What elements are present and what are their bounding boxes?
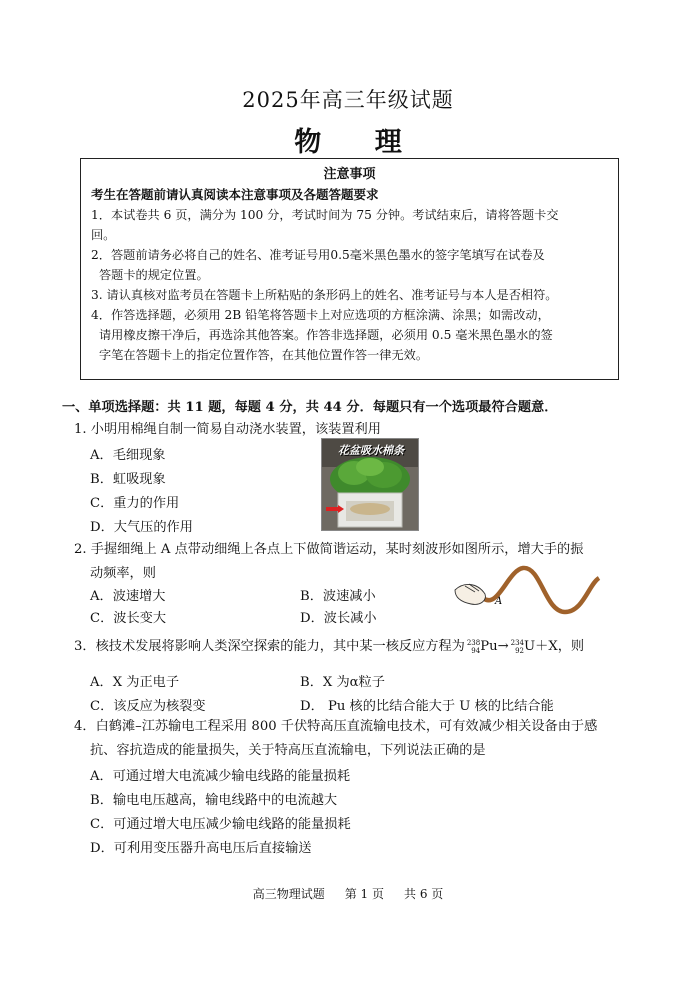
footer-total: 共 6 页 [404, 887, 444, 901]
q2-option-b[interactable]: B．波速减小 [300, 589, 376, 604]
u-isotope-numbers: 234 92 [510, 638, 525, 655]
u-symbol: U [524, 639, 536, 654]
photo-caption: 花盆吸水棉条 [338, 444, 404, 457]
question-3-stem: 3．核技术发展将影响人类深空探索的能力，其中某一核反应方程为 238 94Pu→ 234 92U＋X，则 [74, 638, 585, 655]
q1-option-c[interactable]: C．重力的作用 [90, 496, 180, 511]
q4-option-d[interactable]: D．可利用变压器升高电压后直接输送 [90, 841, 312, 856]
q4-option-c[interactable]: C．可通过增大电压减少输电线路的能量损耗 [90, 817, 351, 832]
pu-symbol: Pu [480, 639, 498, 654]
q3-option-c[interactable]: C．该反应为核裂变 [90, 699, 206, 714]
notice-item-2: 2．答题前请务必将自己的姓名、准考证号用0.5毫米黑色墨水的签字笔填写在试卷及 答题卡的规定位置。 [91, 248, 545, 282]
page-footer [0, 885, 696, 902]
subject-title: 物 理 [294, 127, 424, 158]
notice-box [80, 158, 619, 380]
footer-name: 高三物理试题 [252, 887, 325, 901]
section-heading: 一、单项选择题：共 11 题，每题 4 分，共 44 分．每题只有一个选项最符合题意． [62, 400, 558, 415]
question-4-stem-1: 4．白鹤滩–江苏输电工程采用 800 千伏特高压直流输电技术，可有效减少相关设备由于感 [74, 719, 598, 734]
q1-option-a[interactable]: A．毛细现象 [90, 448, 166, 463]
q2-option-a[interactable]: A．波速增大 [90, 589, 166, 604]
notice-requirement: 考生在答题前请认真阅读本注意事项及各题答题要求 [91, 187, 379, 202]
watering-device-photo [321, 438, 419, 531]
notice-item-3: 3. 请认真核对监考员在答题卡上所粘贴的条形码上的姓名、准考证号与本人是否相符。 [91, 288, 558, 302]
q3-option-b[interactable]: B．X 为α粒子 [300, 675, 385, 690]
q4-option-a[interactable]: A．可通过增大电流减少输电线路的能量损耗 [90, 769, 351, 784]
q2-option-c[interactable]: C．波长变大 [90, 611, 167, 626]
notice-item-4: 4．作答选择题，必须用 2B 铅笔将答题卡上对应选项的方框涂满、涂黑；如需改动， 请用橡皮擦干净后，再选涂其他答案。作答非选择题，必须用 0.5 毫米黑色墨水的签 字笔在答题卡上的指定位置作答，在其他位置作答一律无效。 [91, 308, 553, 362]
point-a-label: A [495, 596, 503, 607]
notice-heading: 注意事项 [323, 167, 376, 182]
footer-page: 第 1 页 [344, 887, 384, 901]
q4-option-b[interactable]: B．输电电压越高，输电线路中的电流越大 [90, 793, 338, 808]
q1-option-b[interactable]: B．虹吸现象 [90, 472, 166, 487]
plus-x: ＋X [535, 639, 558, 654]
q1-option-d[interactable]: D．大气压的作用 [90, 520, 193, 535]
rope-wave-figure [453, 560, 603, 624]
question-4-stem-2: 抗、容抗造成的能量损失，关于特高压直流输电，下列说法正确的是 [90, 743, 486, 758]
question-1-stem: 1. 小明用棉绳自制一简易自动浇水装置，该装置利用 [74, 422, 381, 437]
exam-title: 2025年高三年级试题 [242, 88, 454, 112]
reaction-arrow: → [497, 639, 509, 654]
question-2-stem-1: 2. 手握细绳上 A 点带动细绳上各点上下做简谐运动，某时刻波形如图所示，增大手的振 [74, 542, 584, 557]
pu-isotope-numbers: 238 94 [466, 638, 481, 655]
question-2-stem-2: 动频率，则 [90, 566, 156, 581]
notice-item-1: 1．本试卷共 6 页，满分为 100 分，考试时间为 75 分钟。考试结束后，请将答题卡交 回。 [91, 208, 559, 242]
q3-option-d[interactable]: D． Pu 核的比结合能大于 U 核的比结合能 [300, 699, 554, 714]
q3-option-a[interactable]: A．X 为正电子 [90, 675, 180, 690]
q2-option-d[interactable]: D．波长减小 [300, 611, 377, 626]
